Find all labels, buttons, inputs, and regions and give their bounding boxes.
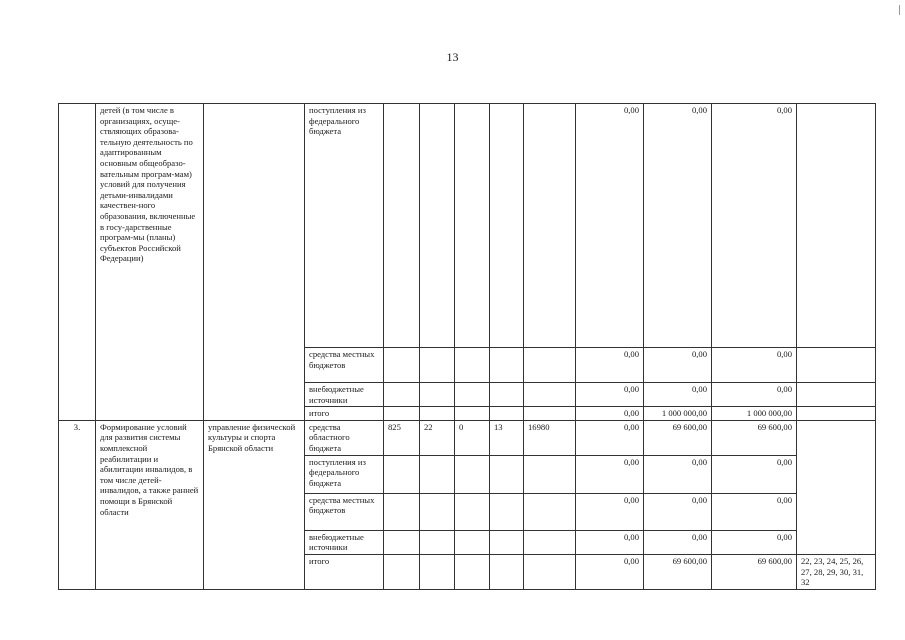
- budget-table: [58, 103, 876, 590]
- code-cell: [524, 554, 576, 589]
- indicators-cell: [797, 383, 876, 407]
- code-cell: [455, 104, 490, 348]
- amount-year-2: 69 600,00: [644, 420, 712, 455]
- code-cell: [455, 554, 490, 589]
- code-cell: [524, 530, 576, 554]
- code-cell: [490, 530, 524, 554]
- code-cell: [384, 493, 420, 530]
- amount-year-1: 0,00: [576, 554, 644, 589]
- amount-year-1: 0,00: [576, 455, 644, 493]
- code-cell: [420, 554, 455, 589]
- indicators-cell: [797, 420, 876, 554]
- amount-year-2: 1 000 000,00: [644, 407, 712, 421]
- code-cell: [524, 493, 576, 530]
- code-cell: [455, 407, 490, 421]
- source-label: итого: [305, 554, 384, 589]
- code-cell: [420, 407, 455, 421]
- indicators-cell: [797, 348, 876, 383]
- amount-year-2: 0,00: [644, 348, 712, 383]
- code-cell: [384, 530, 420, 554]
- amount-total: 0,00: [712, 530, 797, 554]
- code-cell: [420, 348, 455, 383]
- amount-total: 0,00: [712, 455, 797, 493]
- code-cell: [455, 348, 490, 383]
- measure-name-cell: Формирование условий для развития системы комплексной реабилитации и абилитации инвалидов, в том числе детей-инвалидов, а также ранней помощи в Брянской области: [96, 420, 204, 589]
- code-cell: [524, 407, 576, 421]
- code-cell: [420, 104, 455, 348]
- code-cell: [420, 493, 455, 530]
- scan-edge-mark: [899, 5, 900, 15]
- code-cell: [384, 455, 420, 493]
- code-cs: 13: [490, 420, 524, 455]
- amount-total: 0,00: [712, 383, 797, 407]
- executor-cell: управление физической культуры и спорта Брянской области: [204, 420, 305, 589]
- amount-total: 1 000 000,00: [712, 407, 797, 421]
- code-grbs: 825: [384, 420, 420, 455]
- code-cell: [490, 407, 524, 421]
- code-cell: [420, 383, 455, 407]
- amount-year-1: 0,00: [576, 530, 644, 554]
- code-cell: [490, 348, 524, 383]
- amount-year-2: 0,00: [644, 455, 712, 493]
- table-row: [59, 104, 876, 348]
- code-cell: [455, 493, 490, 530]
- amount-total: 69 600,00: [712, 420, 797, 455]
- source-label: средства местных бюджетов: [305, 493, 384, 530]
- code-cell: [384, 104, 420, 348]
- code-rz: 22: [420, 420, 455, 455]
- measure-name-cell: детей (в том числе в организациях, осуще-ствляющих образова-тельную деятельность по адаптированным основным общеобразо-вательным програм-мам) условий для получения детьми-инвалидами качествен-ного образования, включенные в госу-дарственные програм-мы (планы) субъектов Российской Федерации): [96, 104, 204, 421]
- code-cell: [384, 554, 420, 589]
- amount-year-2: 0,00: [644, 383, 712, 407]
- source-label: внебюджетные источники: [305, 530, 384, 554]
- code-cell: [490, 104, 524, 348]
- source-label: поступления из федерального бюджета: [305, 104, 384, 348]
- source-label: поступления из федерального бюджета: [305, 455, 384, 493]
- amount-total: 0,00: [712, 493, 797, 530]
- code-cell: [420, 455, 455, 493]
- page-number: 13: [446, 50, 459, 64]
- code-cell: [524, 383, 576, 407]
- indicators-cell: [797, 407, 876, 421]
- code-vr: 16980: [524, 420, 576, 455]
- amount-total: 0,00: [712, 104, 797, 348]
- row-number-cell: 3.: [59, 420, 96, 589]
- row-number-cell: [59, 104, 96, 421]
- source-label: средства местных бюджетов: [305, 348, 384, 383]
- code-cell: [384, 383, 420, 407]
- code-cell: [524, 348, 576, 383]
- code-cell: [420, 530, 455, 554]
- code-cell: [455, 455, 490, 493]
- code-cell: [524, 455, 576, 493]
- code-cell: [455, 530, 490, 554]
- code-cell: [455, 383, 490, 407]
- amount-total: 0,00: [712, 348, 797, 383]
- source-label: средства областного бюджета: [305, 420, 384, 455]
- amount-year-1: 0,00: [576, 493, 644, 530]
- code-cell: [490, 455, 524, 493]
- amount-year-1: 0,00: [576, 383, 644, 407]
- indicators-cell: 22, 23, 24, 25, 26, 27, 28, 29, 30, 31, 32: [797, 554, 876, 589]
- code-cell: [490, 383, 524, 407]
- code-cell: [384, 407, 420, 421]
- code-cell: [490, 493, 524, 530]
- amount-year-2: 0,00: [644, 493, 712, 530]
- source-label: итого: [305, 407, 384, 421]
- executor-cell: [204, 104, 305, 421]
- indicators-cell: [797, 104, 876, 348]
- amount-year-1: 0,00: [576, 348, 644, 383]
- table-row: [59, 420, 876, 455]
- code-cell: [384, 348, 420, 383]
- amount-year-2: 69 600,00: [644, 554, 712, 589]
- amount-year-2: 0,00: [644, 530, 712, 554]
- amount-year-2: 0,00: [644, 104, 712, 348]
- amount-year-1: 0,00: [576, 407, 644, 421]
- code-cell: [524, 104, 576, 348]
- source-label: внебюджетные источники: [305, 383, 384, 407]
- amount-year-1: 0,00: [576, 420, 644, 455]
- code-pr: 0: [455, 420, 490, 455]
- amount-total: 69 600,00: [712, 554, 797, 589]
- amount-year-1: 0,00: [576, 104, 644, 348]
- code-cell: [490, 554, 524, 589]
